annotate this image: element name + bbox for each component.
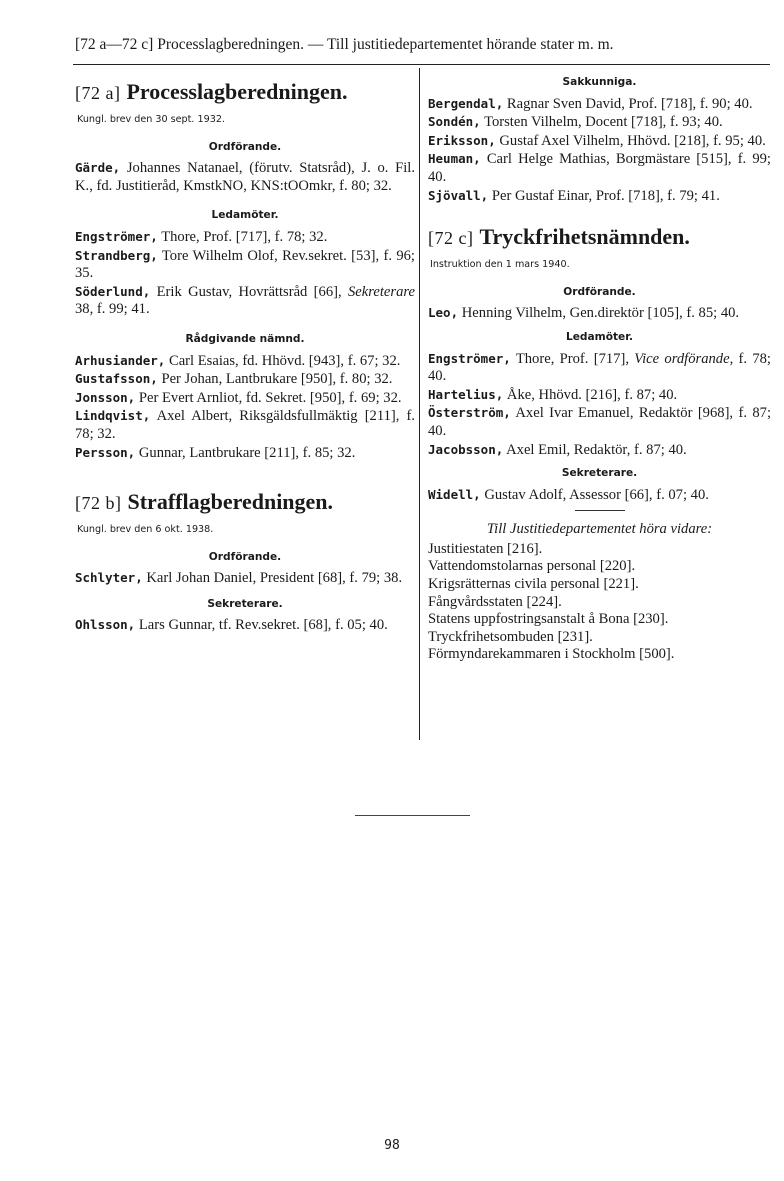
entry-tail: f. 78; 40. [428,350,771,385]
entry-text: Thore, Prof. [717], f. 78; 32. [161,228,328,245]
header-rule [73,64,770,65]
entry-name: Ohlsson, [75,617,136,633]
entry-text: Axel Ivar Emanuel, Redaktör [968], f. 87; 40. [428,405,772,439]
entry-name: Söderlund, [75,283,151,299]
entry-text: Ragnar Sven David, Prof. [718], f. 90; 40. [506,95,753,112]
column-divider [419,68,420,740]
list-item: Fångvårdsstaten [224]. [428,593,562,610]
entry-name: Schlyter, [75,570,143,586]
section-title: Strafflagberedningen. [127,489,334,515]
list-item [428,132,771,151]
running-head: [72 a—72 c] Processlagberedningen. — Till justitiedepartementet hörande stater m. m. [75,36,614,53]
subheading-ordforande: Ordförande. [208,550,282,563]
right-column [428,74,771,664]
entry-name: Engströmer, [75,228,158,244]
entry-name: Sjövall, [428,187,489,203]
entry-text: Tore Wilhelm Olof, Rev.sekret. [53], f. 96; 35. [75,247,415,282]
subheading-ordforande: Ordförande. [563,285,636,298]
entry-name: Sondén, [428,114,481,130]
subheading-sekreterare: Sekreterare. [561,467,638,480]
list-item [75,389,415,408]
section-72a-heading [75,78,415,107]
short-divider [575,510,625,511]
list-item [75,616,415,635]
list-item [75,352,415,371]
entry-name: Eriksson, [428,132,496,148]
subheading-ledamoter: Ledamöter. [211,209,279,222]
entry-name: Hartelius, [428,386,504,402]
entry-text: Gunnar, Lantbrukare [211], f. 85; 32. [138,444,356,461]
list-item [428,150,771,186]
entry-text: Per Gustaf Einar, Prof. [718], f. 79; 41. [491,187,720,204]
list-item [75,228,415,247]
list-item [75,569,415,588]
entry-text: Gustav Adolf, Assessor [66], f. 07; 40. [484,486,709,503]
entry-role: Vice ordförande, [634,350,734,367]
list-item [75,370,415,389]
footer-rule [355,815,470,816]
list-item [428,386,771,405]
list-item [428,113,771,132]
list-item [428,304,771,323]
left-column [75,74,415,635]
entry-name: Österström, [428,405,511,421]
subheading-sakkunniga: Sakkunniga. [562,76,637,88]
entry-text: Carl Esaias, fd. Hhövd. [943], f. 67; 32. [168,352,401,369]
section-code: [72 a] [75,83,121,103]
list-item [428,95,771,114]
list-item [75,283,415,319]
vidare-heading: Till Justitiedepartementet höra vidare: [486,521,713,538]
section-72b-heading [75,488,415,517]
section-title: Tryckfrihetsnämnden. [479,224,690,250]
entry-text: Per Johan, Lantbrukare [950], f. 80; 32. [161,371,393,388]
section-72c-heading [428,223,771,252]
list-item [428,486,771,505]
subheading-ledamoter: Ledamöter. [566,330,633,343]
list-item [428,187,771,206]
list-item: Statens uppfostringsanstalt å Bona [230]. [428,611,669,628]
entry-text: Thore, Prof. [717], [515,350,629,367]
list-item [428,350,771,386]
list-item [75,407,415,443]
entry-name: Persson, [75,444,136,460]
section-title: Processlagberedningen. [126,79,348,104]
entry-name: Engströmer, [428,350,511,366]
list-item [75,444,415,463]
entry-tail: 38, f. 99; 41. [75,301,150,318]
entry-name: Lindqvist, [75,408,151,424]
entry-text: Lars Gunnar, tf. Rev.sekret. [68], f. 05; 40. [138,617,388,634]
entry-text: Karl Johan Daniel, President [68], f. 79; 38. [146,570,403,587]
entry-name: Arhusiander, [75,352,166,368]
entry-text: Johannes Natanael, (förutv. Statsråd), J. o. Fil. K., fd. Justitieråd, KmstkNO, KNS:tOOmkr, f. 80; 32. [75,160,416,194]
list-item: Justitiestaten [216]. [428,540,543,557]
list-item: Vattendomstolarnas personal [220]. [428,558,636,575]
entry-name: Widell, [428,486,481,502]
section-code: [72 c] [428,228,474,249]
entry-name: Leo, [428,305,459,321]
list-item [428,441,771,460]
list-item: Krigsrätternas civila personal [221]. [428,576,639,593]
page-number: 98 [384,1138,400,1153]
list-item [75,159,415,195]
list-item [428,404,771,440]
section-code: [72 b] [75,493,122,514]
entry-text: Axel Albert, Riksgäldsfullmäktig [211], f. 78; 32. [75,408,416,442]
subheading-sekreterare: Sekreterare. [207,597,283,610]
entry-text: Henning Vilhelm, Gen.direktör [105], f. 85; 40. [461,305,740,322]
entry-name: Gustafsson, [75,371,158,387]
subheading-radgivande: Rådgivande nämnd. [185,332,305,345]
entry-name: Bergendal, [428,95,504,111]
entry-text: Per Evert Arnliot, fd. Sekret. [950], f. 69; 32. [138,389,402,406]
entry-text: Erik Gustav, Hovrättsråd [66], [156,283,342,300]
entry-text: Torsten Vilhelm, Docent [718], f. 93; 40. [484,114,723,131]
entry-text: Axel Emil, Redaktör, f. 87; 40. [506,441,687,458]
entry-name: Jacobsson, [428,441,504,457]
list-item: Förmyndarekammaren i Stockholm [500]. [428,646,675,663]
entry-text: Carl Helge Mathias, Borgmästare [515], f. 99; 40. [428,151,771,185]
subheading-ordforande: Ordförande. [208,140,282,153]
entry-role: Sekreterare [348,283,415,300]
list-item: Tryckfrihetsombuden [231]. [428,628,593,645]
entry-name: Gärde, [75,160,121,176]
entry-name: Jonsson, [75,389,136,405]
decree-line: Kungl. brev den 30 sept. 1932. [77,114,225,125]
entry-name: Heuman, [428,151,481,167]
decree-line: Instruktion den 1 mars 1940. [430,259,570,271]
decree-line: Kungl. brev den 6 okt. 1938. [77,524,214,536]
entry-text: Åke, Hhövd. [216], f. 87; 40. [506,386,678,403]
entry-name: Strandberg, [75,247,158,263]
list-item [75,247,415,283]
entry-text: Gustaf Axel Vilhelm, Hhövd. [218], f. 95; 40. [499,132,766,149]
